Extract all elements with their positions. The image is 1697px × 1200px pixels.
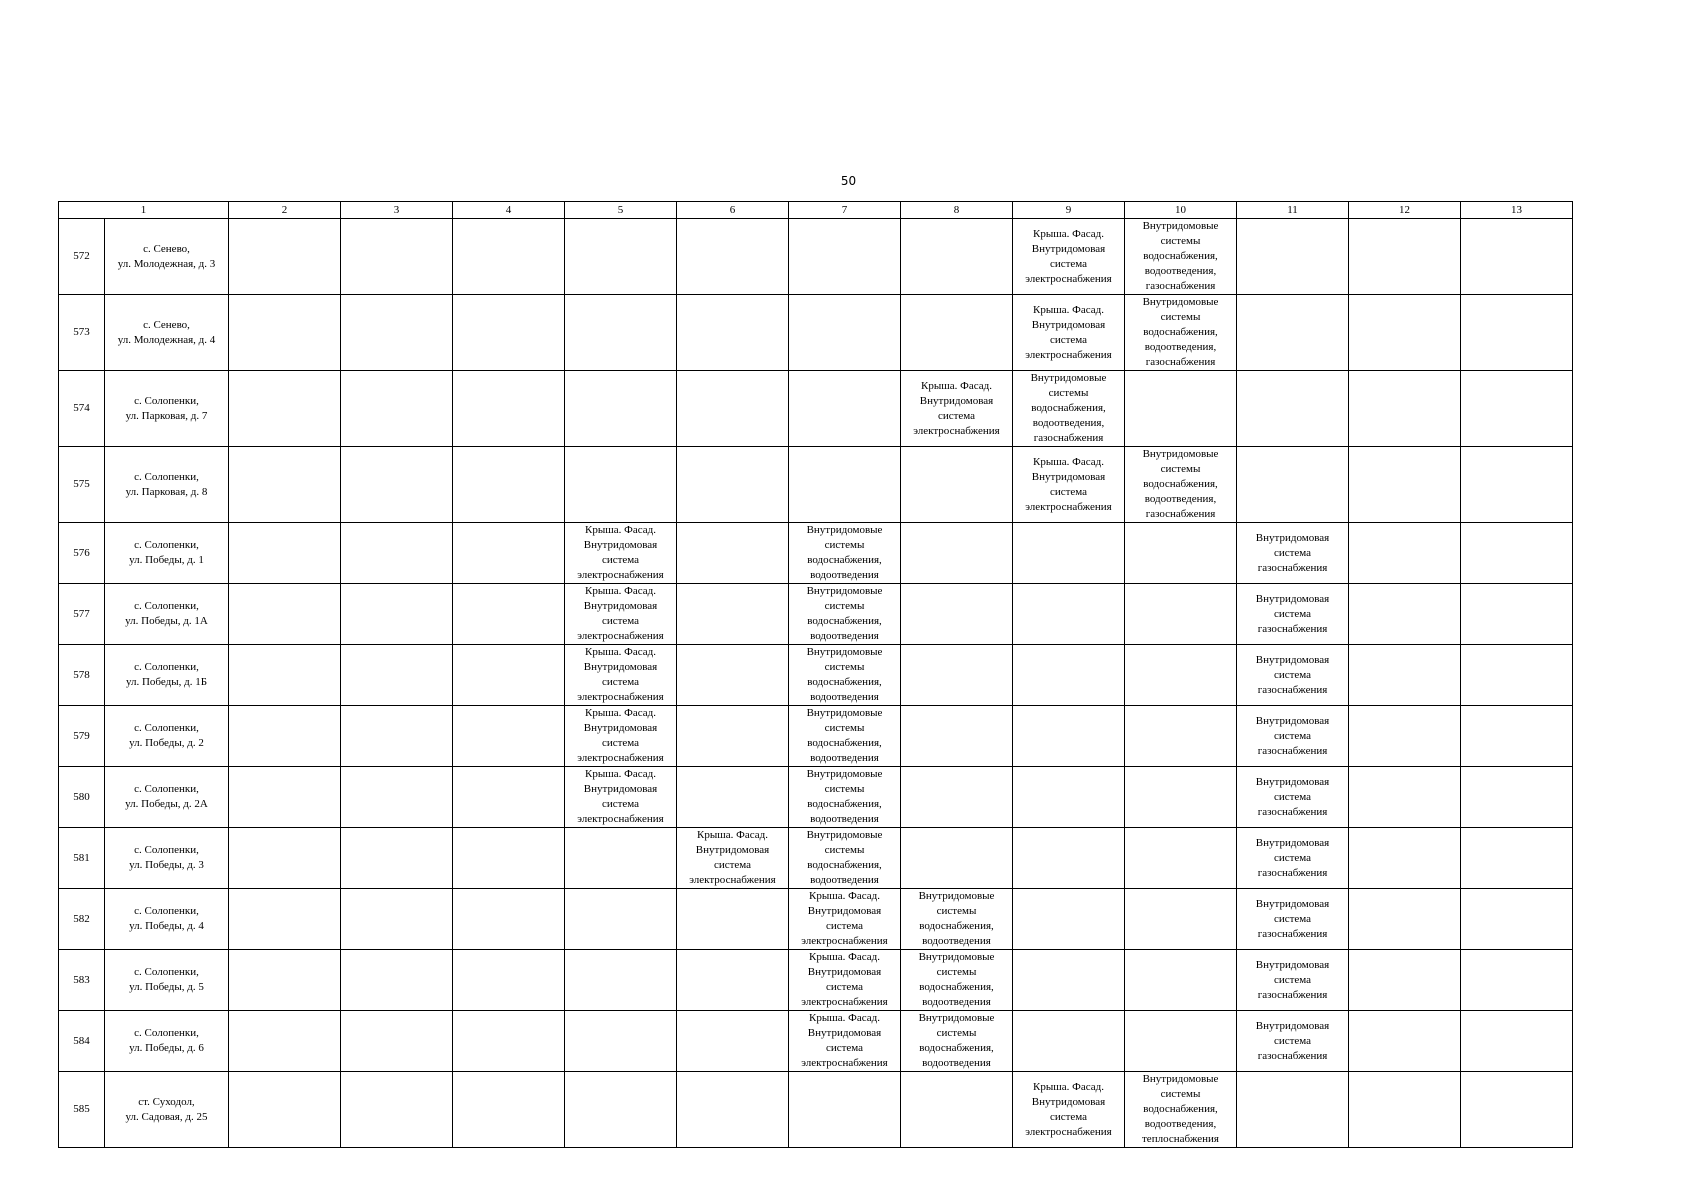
work-cell-col-5 [565, 828, 677, 889]
work-cell-col-7 [789, 295, 901, 371]
row-number: 575 [59, 447, 105, 523]
work-cell-col-6 [677, 584, 789, 645]
work-cell-col-9: Крыша. Фасад. Внутридомовая система электроснабжения [1013, 295, 1125, 371]
work-cell-col-2 [229, 371, 341, 447]
table-row [59, 706, 1573, 767]
work-cell-col-5 [565, 371, 677, 447]
work-cell-col-7: Внутридомовые системы водоснабжения, водоотведения [789, 645, 901, 706]
work-cell-col-7: Внутридомовые системы водоснабжения, водоотведения [789, 706, 901, 767]
address-cell: с. Солопенки, ул. Победы, д. 2А [105, 767, 229, 828]
work-cell-col-9: Крыша. Фасад. Внутридомовая система электроснабжения [1013, 447, 1125, 523]
work-cell-col-2 [229, 523, 341, 584]
address-cell: с. Солопенки, ул. Победы, д. 4 [105, 889, 229, 950]
work-cell-col-12 [1349, 828, 1461, 889]
work-cell-col-5 [565, 295, 677, 371]
table-row [59, 1072, 1573, 1148]
work-cell-col-2 [229, 889, 341, 950]
work-cell-col-3 [341, 1011, 453, 1072]
work-cell-col-7 [789, 1072, 901, 1148]
work-cell-col-10 [1125, 1011, 1237, 1072]
table-row [59, 523, 1573, 584]
table-row [59, 889, 1573, 950]
work-cell-col-11 [1237, 1072, 1349, 1148]
work-cell-col-4 [453, 706, 565, 767]
table-row [59, 645, 1573, 706]
work-cell-col-11: Внутридомовая система газоснабжения [1237, 523, 1349, 584]
row-number: 582 [59, 889, 105, 950]
address-cell: с. Солопенки, ул. Победы, д. 3 [105, 828, 229, 889]
work-cell-col-11 [1237, 295, 1349, 371]
work-cell-col-2 [229, 645, 341, 706]
work-cell-col-5 [565, 1011, 677, 1072]
work-cell-col-2 [229, 219, 341, 295]
work-cell-col-4 [453, 889, 565, 950]
table-row [59, 447, 1573, 523]
work-cell-col-10 [1125, 706, 1237, 767]
work-cell-col-3 [341, 295, 453, 371]
work-cell-col-13 [1461, 645, 1573, 706]
repair-schedule-table [58, 201, 1573, 1148]
column-header-8: 8 [901, 202, 1013, 219]
work-cell-col-3 [341, 1072, 453, 1148]
work-cell-col-12 [1349, 523, 1461, 584]
work-cell-col-2 [229, 447, 341, 523]
work-cell-col-9: Внутридомовые системы водоснабжения, водоотведения, газоснабжения [1013, 371, 1125, 447]
work-cell-col-3 [341, 371, 453, 447]
address-cell: с. Солопенки, ул. Победы, д. 6 [105, 1011, 229, 1072]
table-body [59, 219, 1573, 1148]
work-cell-col-4 [453, 371, 565, 447]
work-cell-col-9 [1013, 645, 1125, 706]
column-header-10: 10 [1125, 202, 1237, 219]
work-cell-col-9 [1013, 584, 1125, 645]
work-cell-col-13 [1461, 584, 1573, 645]
row-number: 579 [59, 706, 105, 767]
work-cell-col-5: Крыша. Фасад. Внутридомовая система электроснабжения [565, 706, 677, 767]
work-cell-col-12 [1349, 371, 1461, 447]
work-cell-col-11: Внутридомовая система газоснабжения [1237, 950, 1349, 1011]
work-cell-col-8 [901, 645, 1013, 706]
work-cell-col-10: Внутридомовые системы водоснабжения, водоотведения, газоснабжения [1125, 447, 1237, 523]
work-cell-col-4 [453, 219, 565, 295]
work-cell-col-12 [1349, 645, 1461, 706]
row-number: 577 [59, 584, 105, 645]
work-cell-col-10: Внутридомовые системы водоснабжения, водоотведения, теплоснабжения [1125, 1072, 1237, 1148]
work-cell-col-9 [1013, 523, 1125, 584]
row-number: 583 [59, 950, 105, 1011]
column-header-7: 7 [789, 202, 901, 219]
work-cell-col-7: Крыша. Фасад. Внутридомовая система электроснабжения [789, 889, 901, 950]
work-cell-col-13 [1461, 523, 1573, 584]
column-header-6: 6 [677, 202, 789, 219]
work-cell-col-10 [1125, 523, 1237, 584]
row-number: 584 [59, 1011, 105, 1072]
work-cell-col-11: Внутридомовая система газоснабжения [1237, 706, 1349, 767]
work-cell-col-8 [901, 219, 1013, 295]
work-cell-col-4 [453, 584, 565, 645]
address-cell: ст. Суходол, ул. Садовая, д. 25 [105, 1072, 229, 1148]
work-cell-col-3 [341, 889, 453, 950]
work-cell-col-10 [1125, 584, 1237, 645]
work-cell-col-9 [1013, 889, 1125, 950]
table-row [59, 767, 1573, 828]
table-row [59, 828, 1573, 889]
table-row [59, 584, 1573, 645]
address-cell: с. Солопенки, ул. Победы, д. 2 [105, 706, 229, 767]
work-cell-col-6 [677, 706, 789, 767]
work-cell-col-7 [789, 371, 901, 447]
work-cell-col-6 [677, 645, 789, 706]
work-cell-col-10: Внутридомовые системы водоснабжения, водоотведения, газоснабжения [1125, 219, 1237, 295]
work-cell-col-3 [341, 523, 453, 584]
work-cell-col-4 [453, 950, 565, 1011]
work-cell-col-6 [677, 447, 789, 523]
column-header-11: 11 [1237, 202, 1349, 219]
work-cell-col-6 [677, 1072, 789, 1148]
work-cell-col-2 [229, 1072, 341, 1148]
row-number: 578 [59, 645, 105, 706]
work-cell-col-13 [1461, 371, 1573, 447]
work-cell-col-13 [1461, 295, 1573, 371]
work-cell-col-4 [453, 447, 565, 523]
work-cell-col-3 [341, 767, 453, 828]
work-cell-col-13 [1461, 1011, 1573, 1072]
work-cell-col-6 [677, 295, 789, 371]
work-cell-col-13 [1461, 706, 1573, 767]
work-cell-col-3 [341, 828, 453, 889]
column-header-3: 3 [341, 202, 453, 219]
work-cell-col-7 [789, 447, 901, 523]
work-cell-col-13 [1461, 828, 1573, 889]
work-cell-col-12 [1349, 447, 1461, 523]
work-cell-col-7 [789, 219, 901, 295]
address-cell: с. Солопенки, ул. Победы, д. 1А [105, 584, 229, 645]
address-cell: с. Сенево, ул. Молодежная, д. 3 [105, 219, 229, 295]
table-row [59, 219, 1573, 295]
work-cell-col-3 [341, 219, 453, 295]
column-header-4: 4 [453, 202, 565, 219]
work-cell-col-2 [229, 767, 341, 828]
work-cell-col-3 [341, 706, 453, 767]
work-cell-col-12 [1349, 1072, 1461, 1148]
work-cell-col-4 [453, 1011, 565, 1072]
work-cell-col-7: Внутридомовые системы водоснабжения, водоотведения [789, 767, 901, 828]
work-cell-col-8 [901, 706, 1013, 767]
column-header-12: 12 [1349, 202, 1461, 219]
work-cell-col-9: Крыша. Фасад. Внутридомовая система электроснабжения [1013, 219, 1125, 295]
work-cell-col-6 [677, 767, 789, 828]
row-number: 576 [59, 523, 105, 584]
row-number: 585 [59, 1072, 105, 1148]
work-cell-col-6: Крыша. Фасад. Внутридомовая система электроснабжения [677, 828, 789, 889]
work-cell-col-8 [901, 523, 1013, 584]
work-cell-col-8 [901, 1072, 1013, 1148]
work-cell-col-11 [1237, 447, 1349, 523]
table-row [59, 295, 1573, 371]
work-cell-col-5 [565, 447, 677, 523]
work-cell-col-2 [229, 584, 341, 645]
work-cell-col-5: Крыша. Фасад. Внутридомовая система электроснабжения [565, 767, 677, 828]
work-cell-col-9: Крыша. Фасад. Внутридомовая система электроснабжения [1013, 1072, 1125, 1148]
work-cell-col-8: Внутридомовые системы водоснабжения, водоотведения [901, 1011, 1013, 1072]
work-cell-col-10: Внутридомовые системы водоснабжения, водоотведения, газоснабжения [1125, 295, 1237, 371]
work-cell-col-13 [1461, 447, 1573, 523]
work-cell-col-2 [229, 295, 341, 371]
work-cell-col-5: Крыша. Фасад. Внутридомовая система электроснабжения [565, 645, 677, 706]
work-cell-col-8 [901, 295, 1013, 371]
work-cell-col-5 [565, 889, 677, 950]
row-number: 573 [59, 295, 105, 371]
work-cell-col-5 [565, 1072, 677, 1148]
row-number: 572 [59, 219, 105, 295]
work-cell-col-9 [1013, 767, 1125, 828]
work-cell-col-7: Внутридомовые системы водоснабжения, водоотведения [789, 828, 901, 889]
work-cell-col-2 [229, 706, 341, 767]
work-cell-col-7: Крыша. Фасад. Внутридомовая система электроснабжения [789, 1011, 901, 1072]
work-cell-col-6 [677, 950, 789, 1011]
work-cell-col-11 [1237, 219, 1349, 295]
address-cell: с. Солопенки, ул. Парковая, д. 8 [105, 447, 229, 523]
work-cell-col-12 [1349, 584, 1461, 645]
address-cell: с. Солопенки, ул. Парковая, д. 7 [105, 371, 229, 447]
work-cell-col-11: Внутридомовая система газоснабжения [1237, 645, 1349, 706]
work-cell-col-11: Внутридомовая система газоснабжения [1237, 1011, 1349, 1072]
work-cell-col-8: Внутридомовые системы водоснабжения, водоотведения [901, 889, 1013, 950]
work-cell-col-9 [1013, 828, 1125, 889]
work-cell-col-8: Внутридомовые системы водоснабжения, водоотведения [901, 950, 1013, 1011]
work-cell-col-11 [1237, 371, 1349, 447]
work-cell-col-9 [1013, 1011, 1125, 1072]
row-number: 574 [59, 371, 105, 447]
work-cell-col-13 [1461, 1072, 1573, 1148]
work-cell-col-4 [453, 767, 565, 828]
row-number: 581 [59, 828, 105, 889]
column-header-1: 1 [59, 202, 229, 219]
work-cell-col-10 [1125, 828, 1237, 889]
work-cell-col-9 [1013, 706, 1125, 767]
work-cell-col-8 [901, 584, 1013, 645]
work-cell-col-11: Внутридомовая система газоснабжения [1237, 767, 1349, 828]
work-cell-col-13 [1461, 950, 1573, 1011]
column-header-row [59, 202, 1573, 219]
work-cell-col-9 [1013, 950, 1125, 1011]
work-cell-col-6 [677, 889, 789, 950]
work-cell-col-8 [901, 767, 1013, 828]
work-cell-col-7: Внутридомовые системы водоснабжения, водоотведения [789, 584, 901, 645]
work-cell-col-11: Внутридомовая система газоснабжения [1237, 828, 1349, 889]
work-cell-col-5 [565, 219, 677, 295]
table-row [59, 1011, 1573, 1072]
work-cell-col-10 [1125, 767, 1237, 828]
column-header-13: 13 [1461, 202, 1573, 219]
work-cell-col-8 [901, 828, 1013, 889]
work-cell-col-5: Крыша. Фасад. Внутридомовая система электроснабжения [565, 584, 677, 645]
work-cell-col-2 [229, 828, 341, 889]
work-cell-col-6 [677, 1011, 789, 1072]
work-cell-col-4 [453, 295, 565, 371]
work-cell-col-8 [901, 447, 1013, 523]
work-cell-col-2 [229, 950, 341, 1011]
work-cell-col-7: Внутридомовые системы водоснабжения, водоотведения [789, 523, 901, 584]
column-header-9: 9 [1013, 202, 1125, 219]
work-cell-col-8: Крыша. Фасад. Внутридомовая система электроснабжения [901, 371, 1013, 447]
page-number: 50 [840, 174, 857, 188]
work-cell-col-3 [341, 645, 453, 706]
work-cell-col-3 [341, 950, 453, 1011]
work-cell-col-10 [1125, 645, 1237, 706]
work-cell-col-6 [677, 523, 789, 584]
work-cell-col-4 [453, 523, 565, 584]
work-cell-col-3 [341, 447, 453, 523]
work-cell-col-11: Внутридомовая система газоснабжения [1237, 584, 1349, 645]
address-cell: с. Солопенки, ул. Победы, д. 5 [105, 950, 229, 1011]
work-cell-col-12 [1349, 295, 1461, 371]
work-cell-col-6 [677, 371, 789, 447]
work-cell-col-10 [1125, 889, 1237, 950]
work-cell-col-2 [229, 1011, 341, 1072]
work-cell-col-13 [1461, 889, 1573, 950]
work-cell-col-12 [1349, 706, 1461, 767]
address-cell: с. Сенево, ул. Молодежная, д. 4 [105, 295, 229, 371]
work-cell-col-12 [1349, 767, 1461, 828]
work-cell-col-12 [1349, 219, 1461, 295]
work-cell-col-5 [565, 950, 677, 1011]
work-cell-col-11: Внутридомовая система газоснабжения [1237, 889, 1349, 950]
work-cell-col-10 [1125, 371, 1237, 447]
work-cell-col-7: Крыша. Фасад. Внутридомовая система электроснабжения [789, 950, 901, 1011]
column-header-5: 5 [565, 202, 677, 219]
column-header-2: 2 [229, 202, 341, 219]
work-cell-col-4 [453, 1072, 565, 1148]
work-cell-col-13 [1461, 767, 1573, 828]
work-cell-col-12 [1349, 889, 1461, 950]
row-number: 580 [59, 767, 105, 828]
work-cell-col-10 [1125, 950, 1237, 1011]
work-cell-col-5: Крыша. Фасад. Внутридомовая система электроснабжения [565, 523, 677, 584]
address-cell: с. Солопенки, ул. Победы, д. 1Б [105, 645, 229, 706]
table-row [59, 950, 1573, 1011]
work-cell-col-4 [453, 645, 565, 706]
address-cell: с. Солопенки, ул. Победы, д. 1 [105, 523, 229, 584]
work-cell-col-12 [1349, 1011, 1461, 1072]
work-cell-col-3 [341, 584, 453, 645]
work-cell-col-6 [677, 219, 789, 295]
work-cell-col-4 [453, 828, 565, 889]
work-cell-col-13 [1461, 219, 1573, 295]
table-row [59, 371, 1573, 447]
work-cell-col-12 [1349, 950, 1461, 1011]
